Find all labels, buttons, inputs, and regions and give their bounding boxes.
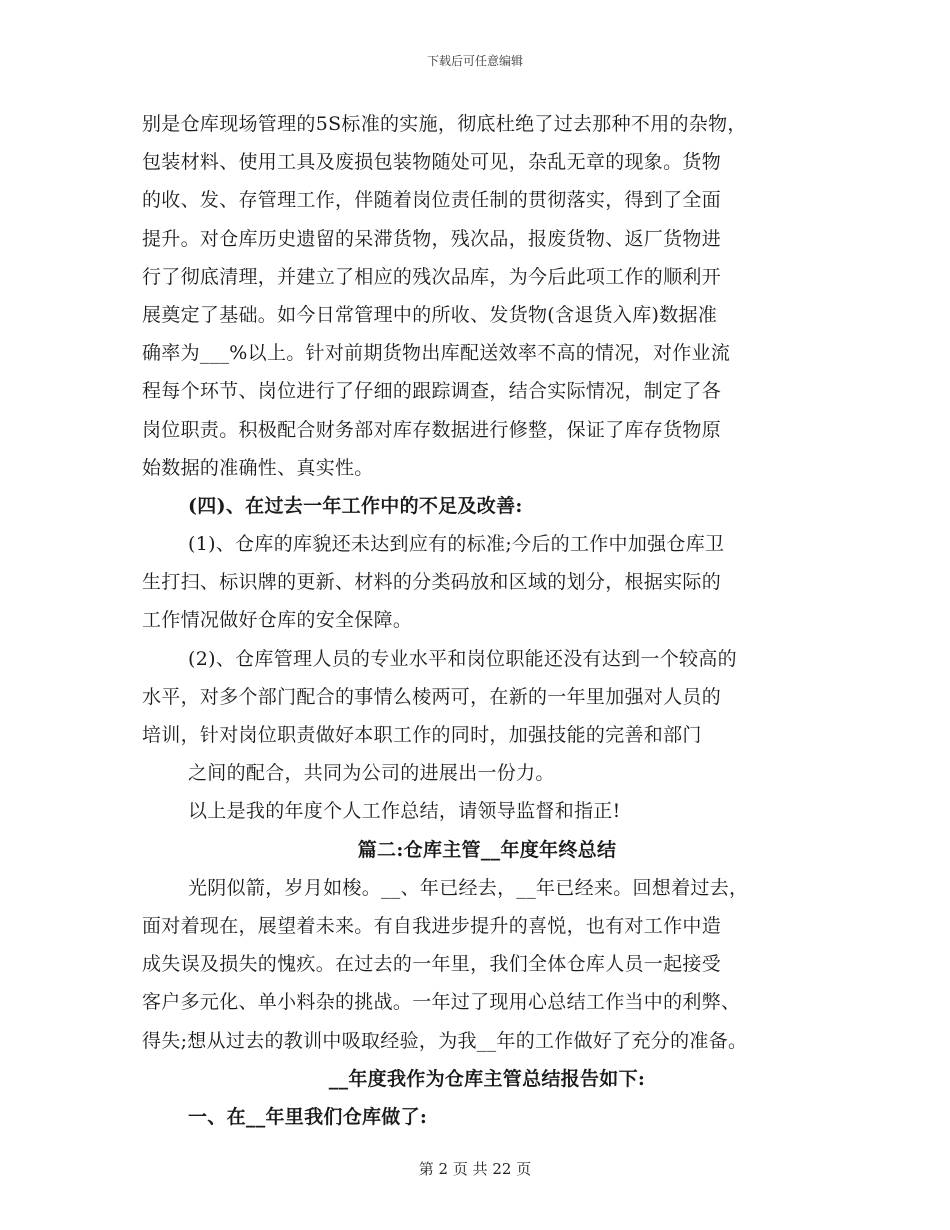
article-title: 篇二:仓库主管__年度年终总结: [357, 838, 617, 861]
paragraph-line: 光阴似箭，岁月如梭。__、年已经去，__年已经来。回想着过去，: [188, 876, 749, 899]
document-body: [142, 105, 832, 1136]
paragraph-line: 培训，针对岗位职责做好本职工作的同时，加强技能的完善和部门: [142, 724, 702, 746]
paragraph-line: 生打扫、标识牌的更新、材料的分类码放和区域的划分，根据实际的: [142, 571, 722, 594]
paragraph-line: 程每个环节、岗位进行了仔细的跟踪调查，结合实际情况，制定了各: [142, 380, 722, 403]
paragraph-line: (2)、仓库管理人员的专业水平和岗位职能还没有达到一个较高的: [188, 647, 737, 670]
paragraph-line: 水平，对多个部门配合的事情么棱两可，在新的一年里加强对人员的: [142, 685, 722, 708]
paragraph-line: 之间的配合，共同为公司的进展出一份力。: [188, 762, 555, 785]
paragraph-line: 的收、发、存管理工作，伴随着岗位责任制的贯彻落实，得到了全面: [142, 189, 722, 212]
paragraph-line: 得失;想从过去的教训中吸取经验，为我__年的工作做好了充分的准备。: [142, 1029, 748, 1052]
paragraph-line: 客户多元化、单小料杂的挑战。一年过了现用心总结工作当中的利弊、: [142, 991, 741, 1014]
paragraph-line: 行了彻底清理，并建立了相应的残次品库，为今后此项工作的顺利开: [142, 265, 722, 288]
paragraph-line: 面对着现在，展望着未来。有自我进步提升的喜悦，也有对工作中造: [142, 914, 722, 937]
paragraph-line: 提升。对仓库历史遗留的呆滞货物，残次品，报废货物、返厂货物进: [142, 227, 722, 250]
paragraph-line: 确率为___%以上。针对前期货物出库配送效率不高的情况，对作业流: [142, 342, 731, 365]
section-heading: 一、在__年里我们仓库做了:: [188, 1105, 428, 1128]
paragraph-line: 工作情况做好仓库的安全保障。: [142, 609, 413, 632]
paragraph-line: 别是仓库现场管理的5S标准的实施，彻底杜绝了过去那种不用的杂物，: [142, 113, 747, 135]
paragraph-line: 包装材料、使用工具及废损包装物随处可见，杂乱无章的现象。货物: [142, 151, 722, 174]
paragraph-line: 始数据的准确性、真实性。: [142, 456, 374, 479]
paragraph-line: 展奠定了基础。如今日常管理中的所收、发货物(含退货入库)数据准: [142, 303, 718, 326]
paragraph-line: 岗位职责。积极配合财务部对库存数据进行修整，保证了库存货物原: [142, 418, 722, 441]
paragraph-line: (1)、仓库的库貌还未达到应有的标准;今后的工作中加强仓库卫: [188, 533, 725, 556]
paragraph-line: 以上是我的年度个人工作总结，请领导监督和指正!: [188, 800, 621, 823]
page-header: 下载后可任意编辑: [426, 54, 523, 68]
section-heading: (四)、在过去一年工作中的不足及改善:: [188, 494, 523, 517]
report-subtitle: __年度我作为仓库主管总结报告如下:: [328, 1067, 646, 1090]
paragraph-line: 成失误及损失的愧疚。在过去的一年里，我们全体仓库人员一起接受: [142, 953, 722, 976]
page-footer: 第 2 页 共 22 页: [418, 1160, 532, 1178]
